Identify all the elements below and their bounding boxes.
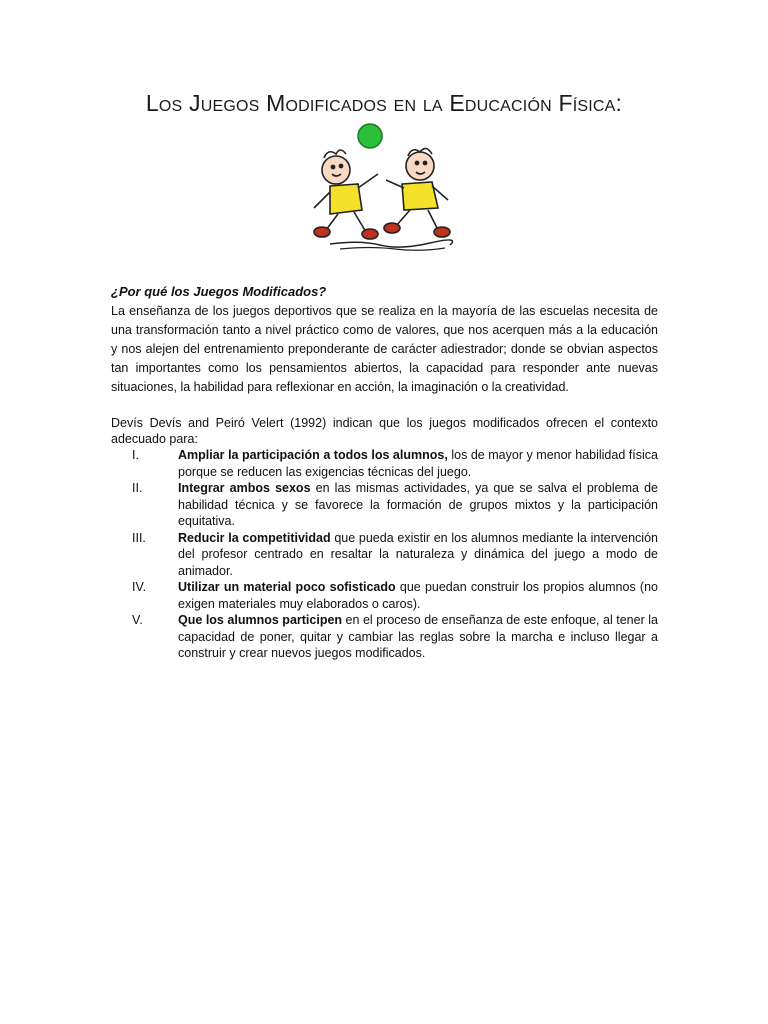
list-item-text: los de mayor y menor habilidad física porque se reducen las exigencias técnicas del juego. [178,448,658,479]
list-item-bold: Reducir la competitividad [178,530,331,545]
list-item-number: IV. [132,580,147,594]
list-item-bold: Que los alumnos participen [178,613,343,627]
document-title: Los Juegos Modificados en la Educación Física: [145,90,623,116]
children-playing-ball-icon [300,118,460,258]
paragraph-intro: La enseñanza de los juegos deportivos que se realiza en la mayoría de las escuelas necesita de una transformación tanto a nivel práctico como de valores, que nos acerquen más a la educación y nos alejen del entrenamiento preponderante de carácter adiestrador; donde se obvian aspectos tan importantes como los pensamientos abiertos, la capacidad para responder ante nuevas situaciones, la habilidad para reflexionar en acción, la imaginación o la creatividad. [111,304,658,394]
list-item [111,612,658,662]
list-item-number: II. [132,481,143,495]
paragraph-context: Devís Devís and Peiró Velert (1992) indican que los juegos modificados ofrecen el contexto adecuado para: [111,416,658,446]
document-body [111,282,658,662]
list-item-text: en el proceso de enseñanza de este enfoque, al tener la capacidad de poner, quitar y cambiar las reglas sobre la marcha e incluso llegar a construir y crear nuevos juegos modificados. [178,613,658,660]
list-item-number: V. [132,613,143,627]
list-item-text: que pueda existir en los alumnos mediante la intervención del profesor centrado en resaltar la naturaleza y dinámica del juego a modo de animador. [178,530,658,578]
benefits-list [111,447,658,662]
list-item-bold: Integrar ambos sexos [178,481,311,495]
section-heading: ¿Por qué los Juegos Modificados? [111,284,327,299]
list-item-bold: Utilizar un material poco sofisticado [178,580,396,594]
list-item [111,530,658,580]
list-item [111,579,658,612]
list-item-number: III. [132,530,146,545]
list-item-text: en las mismas actividades, ya que se salva el problema de habilidad técnica y se favorece la formación de grupos mixtos y la participación equitativa. [178,481,658,528]
list-item-number: I. [132,448,139,462]
list-item [111,447,658,480]
list-item [111,480,658,530]
list-item-bold: Ampliar la participación a todos los alumnos, [178,448,448,462]
list-item-text: que puedan construir los propios alumnos (no exigen materiales muy elaborados o caros). [178,580,658,611]
